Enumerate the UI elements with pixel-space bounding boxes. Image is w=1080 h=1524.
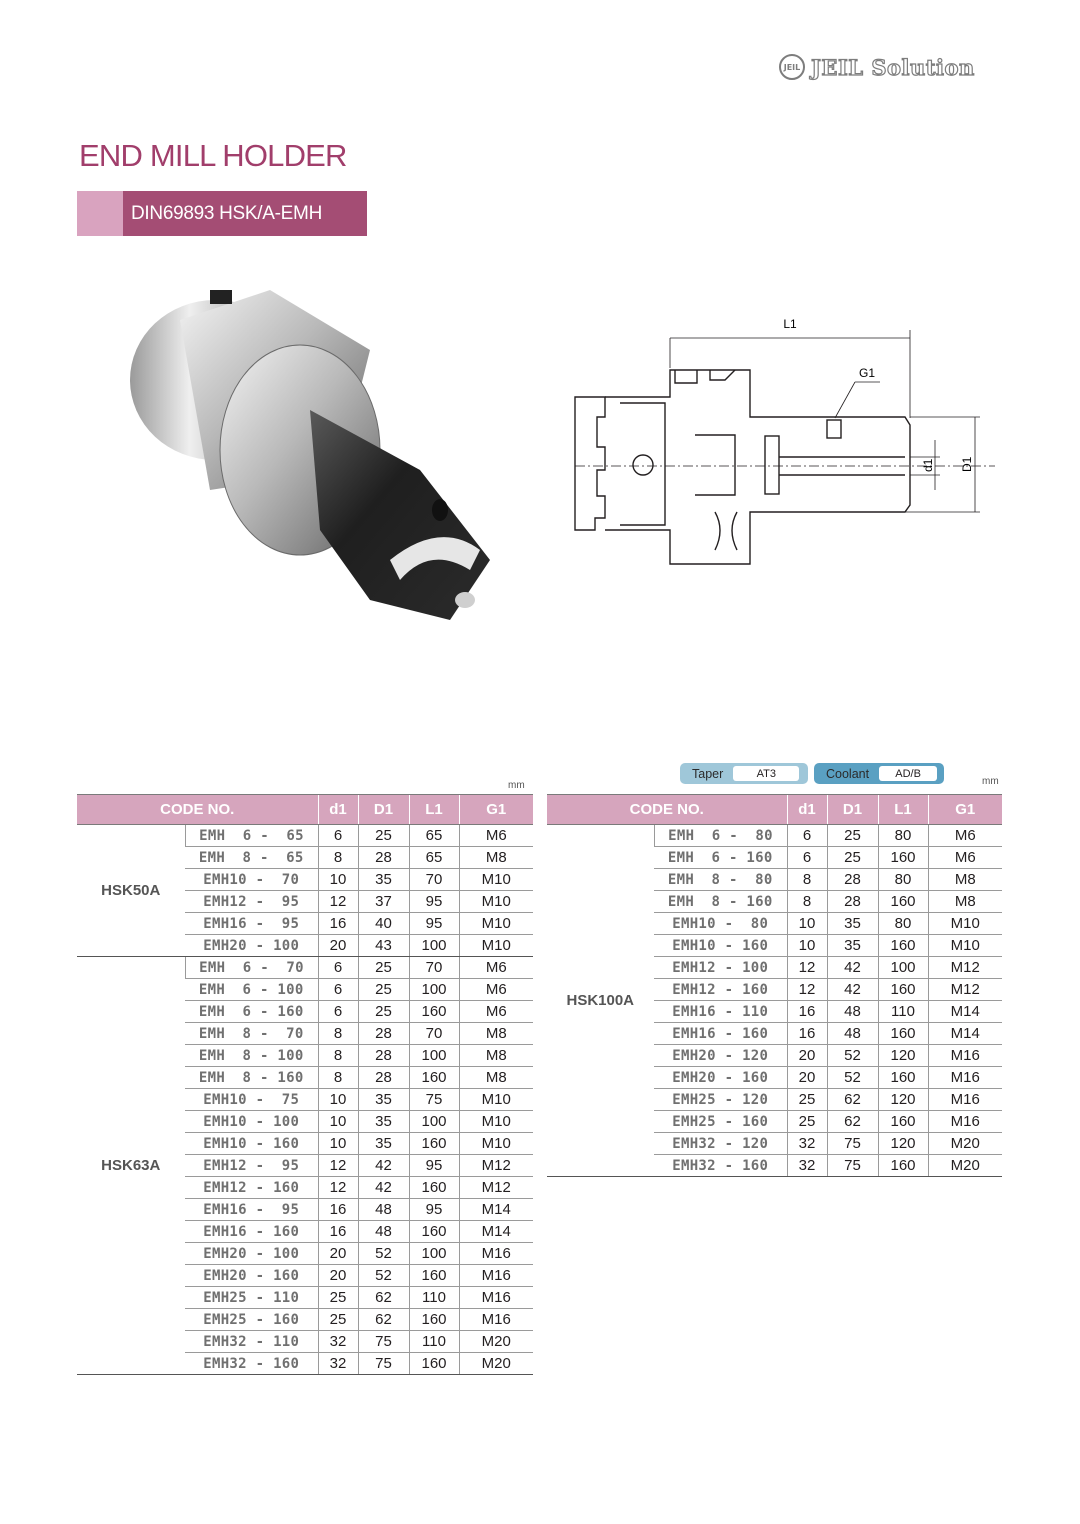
cell-code: EMH 6 - 100 <box>185 979 318 1001</box>
cell-D1: 25 <box>358 825 409 847</box>
cell-code: EMH10 - 75 <box>185 1089 318 1111</box>
cell-d1: 10 <box>318 869 358 891</box>
cell-G1: M20 <box>928 1155 1002 1177</box>
cell-D1: 62 <box>358 1287 409 1309</box>
cell-code: EMH20 - 160 <box>185 1265 318 1287</box>
cell-D1: 75 <box>358 1331 409 1353</box>
cell-D1: 48 <box>358 1199 409 1221</box>
cell-G1: M14 <box>459 1199 533 1221</box>
cell-code: EMH20 - 100 <box>185 935 318 957</box>
cell-L1: 80 <box>878 869 928 891</box>
cell-G1: M16 <box>459 1309 533 1331</box>
drawing-cross-hole <box>633 455 653 475</box>
cell-G1: M12 <box>928 979 1002 1001</box>
cell-D1: 35 <box>358 1089 409 1111</box>
cell-code: EMH20 - 100 <box>185 1243 318 1265</box>
cell-L1: 70 <box>409 869 459 891</box>
cell-L1: 120 <box>878 1089 928 1111</box>
cell-code: EMH16 - 110 <box>654 1001 787 1023</box>
cell-L1: 65 <box>409 847 459 869</box>
cell-G1: M10 <box>459 935 533 957</box>
dim-g1-leader <box>835 382 855 418</box>
cell-code: EMH10 - 160 <box>654 935 787 957</box>
cell-L1: 100 <box>409 1243 459 1265</box>
cell-L1: 160 <box>409 1309 459 1331</box>
cell-D1: 35 <box>358 1111 409 1133</box>
product-photo <box>120 270 510 640</box>
cell-L1: 95 <box>409 1199 459 1221</box>
cell-G1: M20 <box>459 1353 533 1375</box>
cell-d1: 6 <box>318 1001 358 1023</box>
cell-L1: 100 <box>409 935 459 957</box>
cell-G1: M16 <box>928 1067 1002 1089</box>
cell-D1: 48 <box>358 1221 409 1243</box>
cell-code: EMH32 - 120 <box>654 1133 787 1155</box>
drawing-groove <box>715 512 737 550</box>
cell-code: EMH 8 - 80 <box>654 869 787 891</box>
cell-D1: 35 <box>358 869 409 891</box>
spec-table-left <box>77 794 533 1375</box>
cell-L1: 160 <box>878 1023 928 1045</box>
cell-D1: 62 <box>358 1309 409 1331</box>
cell-d1: 25 <box>787 1089 827 1111</box>
photo-nose <box>310 410 490 620</box>
drawing-taper-outline <box>575 397 605 530</box>
cell-L1: 110 <box>409 1331 459 1353</box>
cell-d1: 8 <box>318 1023 358 1045</box>
cell-d1: 8 <box>318 1045 358 1067</box>
cell-G1: M10 <box>459 1133 533 1155</box>
cell-D1: 25 <box>358 957 409 979</box>
cell-d1: 32 <box>318 1353 358 1375</box>
cell-G1: M16 <box>928 1045 1002 1067</box>
cell-D1: 75 <box>827 1133 878 1155</box>
cell-L1: 100 <box>878 957 928 979</box>
coolant-tag <box>814 763 944 784</box>
brand-mark: JEIL <box>779 54 805 80</box>
cell-code: EMH32 - 160 <box>654 1155 787 1177</box>
cell-G1: M8 <box>459 1023 533 1045</box>
cell-L1: 160 <box>878 935 928 957</box>
cell-d1: 16 <box>318 1221 358 1243</box>
cell-D1: 48 <box>827 1023 878 1045</box>
coolant-label: Coolant <box>826 766 870 781</box>
cell-G1: M10 <box>459 913 533 935</box>
header-L1: L1 <box>878 795 928 825</box>
cell-G1: M14 <box>928 1001 1002 1023</box>
cell-d1: 10 <box>318 1133 358 1155</box>
header-code: CODE NO. <box>547 795 787 825</box>
cell-G1: M20 <box>459 1331 533 1353</box>
cell-G1: M6 <box>459 979 533 1001</box>
drawing-body-outline <box>605 370 910 564</box>
cell-G1: M16 <box>928 1089 1002 1111</box>
header-D1: D1 <box>358 795 409 825</box>
cell-D1: 25 <box>827 825 878 847</box>
cell-L1: 160 <box>878 1067 928 1089</box>
cell-G1: M6 <box>459 1001 533 1023</box>
cell-d1: 12 <box>318 1177 358 1199</box>
cell-d1: 8 <box>787 869 827 891</box>
cell-d1: 20 <box>318 1265 358 1287</box>
cell-code: EMH25 - 160 <box>654 1111 787 1133</box>
cell-G1: M14 <box>928 1023 1002 1045</box>
cell-L1: 95 <box>409 913 459 935</box>
cell-d1: 8 <box>787 891 827 913</box>
dim-label-d1-small: d1 <box>921 458 935 472</box>
cell-D1: 75 <box>827 1155 878 1177</box>
dim-label-D1-large: D1 <box>960 456 974 472</box>
cell-D1: 52 <box>358 1265 409 1287</box>
header-code: CODE NO. <box>77 795 318 825</box>
photo-screw <box>432 499 448 521</box>
cell-D1: 52 <box>827 1045 878 1067</box>
cell-D1: 25 <box>358 979 409 1001</box>
drawing-bore <box>695 435 735 495</box>
cell-G1: M10 <box>928 913 1002 935</box>
cell-D1: 42 <box>358 1177 409 1199</box>
cell-L1: 160 <box>878 1155 928 1177</box>
cell-code: EMH25 - 160 <box>185 1309 318 1331</box>
cell-d1: 12 <box>787 957 827 979</box>
cell-G1: M8 <box>928 891 1002 913</box>
cell-D1: 28 <box>827 869 878 891</box>
taper-tag <box>680 763 808 784</box>
cell-d1: 16 <box>787 1023 827 1045</box>
header-d1: d1 <box>318 795 358 825</box>
cell-D1: 62 <box>827 1111 878 1133</box>
group-label: HSK100A <box>547 825 654 1177</box>
cell-L1: 100 <box>409 979 459 1001</box>
brand-logo <box>779 54 975 80</box>
coolant-value: AD/B <box>879 766 937 781</box>
cell-code: EMH10 - 80 <box>654 913 787 935</box>
cell-L1: 70 <box>409 957 459 979</box>
cell-d1: 32 <box>787 1155 827 1177</box>
photo-bore <box>455 592 475 608</box>
subtitle-accent <box>77 191 123 236</box>
table-row <box>77 957 533 979</box>
cell-D1: 28 <box>358 1067 409 1089</box>
photo-key <box>210 290 232 304</box>
cell-G1: M8 <box>459 1045 533 1067</box>
cell-code: EMH 6 - 80 <box>654 825 787 847</box>
cell-L1: 160 <box>409 1221 459 1243</box>
dim-label-g1: G1 <box>858 366 876 380</box>
cell-d1: 6 <box>787 847 827 869</box>
cell-G1: M12 <box>459 1155 533 1177</box>
cell-D1: 42 <box>827 957 878 979</box>
cell-L1: 160 <box>878 979 928 1001</box>
cell-code: EMH 8 - 65 <box>185 847 318 869</box>
cell-D1: 35 <box>827 913 878 935</box>
subtitle-bar <box>77 191 367 236</box>
cell-D1: 28 <box>827 891 878 913</box>
cell-G1: M10 <box>459 869 533 891</box>
taper-label: Taper <box>692 766 724 781</box>
page-title: END MILL HOLDER <box>79 138 347 173</box>
table-row <box>547 825 1002 847</box>
drawing-keyway <box>675 370 735 383</box>
brand-name: JEIL Solution <box>811 54 975 80</box>
cell-code: EMH16 - 95 <box>185 913 318 935</box>
cell-d1: 12 <box>318 1155 358 1177</box>
cell-d1: 16 <box>318 1199 358 1221</box>
cell-code: EMH20 - 120 <box>654 1045 787 1067</box>
cell-L1: 100 <box>409 1045 459 1067</box>
cell-G1: M10 <box>459 891 533 913</box>
unit-left: mm <box>508 780 525 791</box>
cell-code: EMH32 - 160 <box>185 1353 318 1375</box>
cell-code: EMH12 - 95 <box>185 891 318 913</box>
cell-d1: 12 <box>787 979 827 1001</box>
cell-code: EMH 8 - 70 <box>185 1023 318 1045</box>
cell-G1: M6 <box>928 847 1002 869</box>
cell-d1: 8 <box>318 1067 358 1089</box>
cell-d1: 20 <box>318 935 358 957</box>
cell-d1: 32 <box>787 1133 827 1155</box>
cell-d1: 20 <box>787 1067 827 1089</box>
cell-D1: 28 <box>358 1023 409 1045</box>
group-label: HSK63A <box>77 957 185 1375</box>
cell-code: EMH 6 - 160 <box>654 847 787 869</box>
spec-table-right <box>547 794 1002 1177</box>
cell-G1: M12 <box>928 957 1002 979</box>
cell-G1: M16 <box>928 1111 1002 1133</box>
cell-L1: 75 <box>409 1089 459 1111</box>
cell-D1: 37 <box>358 891 409 913</box>
cell-D1: 52 <box>827 1067 878 1089</box>
cell-D1: 42 <box>827 979 878 1001</box>
cell-d1: 16 <box>787 1001 827 1023</box>
cell-D1: 52 <box>358 1243 409 1265</box>
cell-d1: 10 <box>787 935 827 957</box>
cell-G1: M20 <box>928 1133 1002 1155</box>
cell-L1: 70 <box>409 1023 459 1045</box>
cell-L1: 65 <box>409 825 459 847</box>
cell-G1: M16 <box>459 1287 533 1309</box>
cell-L1: 110 <box>878 1001 928 1023</box>
cell-d1: 10 <box>318 1111 358 1133</box>
cell-code: EMH20 - 160 <box>654 1067 787 1089</box>
cell-code: EMH 6 - 65 <box>185 825 318 847</box>
cell-d1: 25 <box>318 1309 358 1331</box>
cell-code: EMH 6 - 70 <box>185 957 318 979</box>
cell-L1: 160 <box>409 1133 459 1155</box>
group-label: HSK50A <box>77 825 185 957</box>
cell-code: EMH 6 - 160 <box>185 1001 318 1023</box>
header-G1: G1 <box>928 795 1002 825</box>
cell-L1: 120 <box>878 1045 928 1067</box>
cell-D1: 42 <box>358 1155 409 1177</box>
cell-G1: M16 <box>459 1265 533 1287</box>
drawing-stop-screw <box>765 436 779 494</box>
cell-d1: 12 <box>318 891 358 913</box>
cell-D1: 35 <box>358 1133 409 1155</box>
cell-code: EMH12 - 160 <box>654 979 787 1001</box>
cell-code: EMH25 - 120 <box>654 1089 787 1111</box>
cell-d1: 25 <box>318 1287 358 1309</box>
cell-D1: 62 <box>827 1089 878 1111</box>
cell-L1: 160 <box>409 1265 459 1287</box>
cell-G1: M6 <box>459 957 533 979</box>
header-L1: L1 <box>409 795 459 825</box>
cell-code: EMH32 - 110 <box>185 1331 318 1353</box>
cell-L1: 160 <box>878 847 928 869</box>
cell-d1: 20 <box>318 1243 358 1265</box>
cell-L1: 100 <box>409 1111 459 1133</box>
cell-D1: 43 <box>358 935 409 957</box>
cell-G1: M10 <box>459 1111 533 1133</box>
cell-code: EMH16 - 160 <box>185 1221 318 1243</box>
cell-G1: M16 <box>459 1243 533 1265</box>
cell-code: EMH 8 - 160 <box>185 1067 318 1089</box>
cell-L1: 160 <box>409 1001 459 1023</box>
cell-D1: 28 <box>358 1045 409 1067</box>
cell-L1: 160 <box>878 1111 928 1133</box>
cell-code: EMH25 - 110 <box>185 1287 318 1309</box>
technical-drawing <box>555 300 1005 600</box>
cell-d1: 20 <box>787 1045 827 1067</box>
cell-code: EMH 8 - 160 <box>654 891 787 913</box>
cell-G1: M10 <box>928 935 1002 957</box>
cell-L1: 120 <box>878 1133 928 1155</box>
cell-L1: 160 <box>409 1177 459 1199</box>
cell-d1: 10 <box>318 1089 358 1111</box>
cell-D1: 75 <box>358 1353 409 1375</box>
cell-L1: 160 <box>409 1353 459 1375</box>
cell-D1: 25 <box>358 1001 409 1023</box>
table-row <box>77 825 533 847</box>
cell-d1: 6 <box>787 825 827 847</box>
cell-d1: 16 <box>318 913 358 935</box>
cell-L1: 80 <box>878 913 928 935</box>
cell-d1: 32 <box>318 1331 358 1353</box>
cell-d1: 6 <box>318 825 358 847</box>
cell-code: EMH10 - 70 <box>185 869 318 891</box>
header-d1: d1 <box>787 795 827 825</box>
cell-code: EMH16 - 95 <box>185 1199 318 1221</box>
cell-D1: 48 <box>827 1001 878 1023</box>
cell-code: EMH10 - 100 <box>185 1111 318 1133</box>
unit-right: mm <box>982 776 999 787</box>
cell-code: EMH12 - 160 <box>185 1177 318 1199</box>
cell-code: EMH12 - 95 <box>185 1155 318 1177</box>
cell-d1: 6 <box>318 979 358 1001</box>
subtitle-text: DIN69893 HSK/A-EMH <box>123 191 367 236</box>
cell-d1: 25 <box>787 1111 827 1133</box>
cell-d1: 8 <box>318 847 358 869</box>
cell-L1: 110 <box>409 1287 459 1309</box>
cell-D1: 35 <box>827 935 878 957</box>
header-G1: G1 <box>459 795 533 825</box>
cell-G1: M14 <box>459 1221 533 1243</box>
drawing-clamp-screw <box>827 420 841 438</box>
cell-G1: M8 <box>459 847 533 869</box>
cell-G1: M8 <box>459 1067 533 1089</box>
cell-code: EMH10 - 160 <box>185 1133 318 1155</box>
cell-code: EMH12 - 100 <box>654 957 787 979</box>
cell-G1: M12 <box>459 1177 533 1199</box>
cell-d1: 10 <box>787 913 827 935</box>
cell-L1: 160 <box>409 1067 459 1089</box>
cell-code: EMH 8 - 100 <box>185 1045 318 1067</box>
cell-G1: M8 <box>928 869 1002 891</box>
taper-value: AT3 <box>733 766 799 781</box>
cell-code: EMH16 - 160 <box>654 1023 787 1045</box>
cell-G1: M6 <box>928 825 1002 847</box>
cell-G1: M10 <box>459 1089 533 1111</box>
cell-G1: M6 <box>459 825 533 847</box>
cell-L1: 95 <box>409 891 459 913</box>
dim-label-l1: L1 <box>783 317 797 331</box>
cell-D1: 40 <box>358 913 409 935</box>
cell-D1: 25 <box>827 847 878 869</box>
cell-L1: 95 <box>409 1155 459 1177</box>
cell-L1: 80 <box>878 825 928 847</box>
drawing-inner-cavity <box>620 403 665 525</box>
header-D1: D1 <box>827 795 878 825</box>
cell-D1: 28 <box>358 847 409 869</box>
cell-d1: 6 <box>318 957 358 979</box>
cell-L1: 160 <box>878 891 928 913</box>
